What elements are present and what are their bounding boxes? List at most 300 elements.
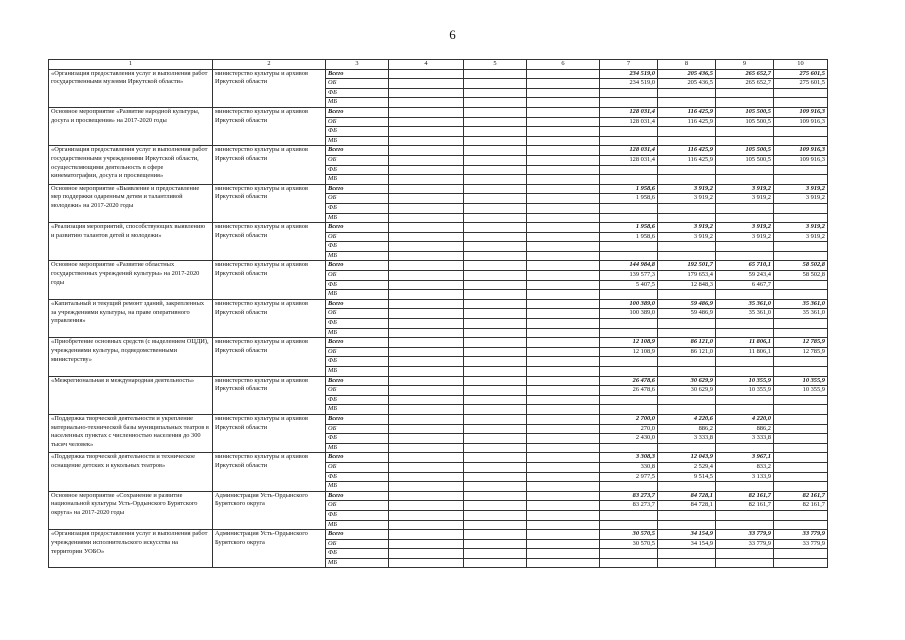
empty-cell [527, 347, 600, 357]
amount-cell: 109 916,3 [774, 107, 828, 117]
amount-cell: 82 161,7 [716, 501, 774, 511]
activity-name-cell: «Межрегиональная и международная деятельность» [49, 376, 213, 414]
empty-cell [527, 395, 600, 405]
amount-cell [774, 395, 828, 405]
empty-cell [464, 395, 527, 405]
empty-cell [527, 213, 600, 223]
column-number: 8 [658, 60, 716, 70]
amount-cell [600, 175, 658, 185]
table-row [49, 223, 828, 233]
empty-cell [527, 549, 600, 559]
amount-cell [600, 395, 658, 405]
amount-cell [600, 558, 658, 568]
empty-cell [389, 271, 464, 281]
empty-cell [527, 367, 600, 377]
empty-cell [464, 367, 527, 377]
funding-source-cell: МБ [326, 520, 389, 530]
empty-cell [527, 223, 600, 233]
empty-cell [464, 88, 527, 98]
amount-cell [600, 482, 658, 492]
amount-cell [774, 88, 828, 98]
funding-source-cell: ФБ [326, 127, 389, 137]
amount-cell: 33 779,9 [774, 539, 828, 549]
amount-cell [600, 510, 658, 520]
amount-cell [774, 357, 828, 367]
amount-cell [774, 472, 828, 482]
amount-cell [658, 319, 716, 329]
amount-cell: 3 919,2 [716, 232, 774, 242]
amount-cell: 35 361,0 [774, 299, 828, 309]
empty-cell [464, 98, 527, 108]
table-row [49, 261, 828, 271]
funding-source-cell: ФБ [326, 434, 389, 444]
table-row [49, 453, 828, 463]
amount-cell: 3 919,2 [774, 223, 828, 233]
amount-cell: 128 031,4 [600, 117, 658, 127]
empty-cell [464, 290, 527, 300]
responsible-executor-cell: министерство культуры и архивов Иркутской области [213, 299, 326, 337]
funding-source-cell: ОБ [326, 309, 389, 319]
empty-cell [527, 98, 600, 108]
amount-cell: 34 154,9 [658, 539, 716, 549]
amount-cell [716, 242, 774, 252]
page-number: 6 [449, 27, 456, 42]
amount-cell [658, 203, 716, 213]
funding-source-cell: ОБ [326, 232, 389, 242]
empty-cell [464, 510, 527, 520]
amount-cell [600, 319, 658, 329]
activity-name-cell: «Организация предоставления услуг и выполнения работ государственными музеями Иркутской области» [49, 69, 213, 107]
amount-cell: 105 500,5 [716, 146, 774, 156]
funding-source-cell: Всего [326, 376, 389, 386]
empty-cell [527, 203, 600, 213]
amount-cell [600, 405, 658, 415]
empty-cell [464, 261, 527, 271]
empty-cell [527, 232, 600, 242]
amount-cell: 59 486,9 [658, 299, 716, 309]
responsible-executor-cell: министерство культуры и архивов Иркутской области [213, 223, 326, 261]
amount-cell: 9 514,5 [658, 472, 716, 482]
amount-cell [600, 242, 658, 252]
amount-cell [774, 367, 828, 377]
amount-cell: 4 220,6 [658, 414, 716, 424]
amount-cell [716, 549, 774, 559]
responsible-executor-cell: министерство культуры и архивов Иркутской области [213, 414, 326, 452]
amount-cell: 3 919,2 [658, 194, 716, 204]
amount-cell [600, 165, 658, 175]
amount-cell [716, 88, 774, 98]
empty-cell [389, 510, 464, 520]
empty-cell [389, 434, 464, 444]
empty-cell [464, 482, 527, 492]
empty-cell [464, 203, 527, 213]
amount-cell [774, 558, 828, 568]
empty-cell [389, 242, 464, 252]
empty-cell [527, 194, 600, 204]
column-number-row [49, 60, 828, 70]
amount-cell [658, 98, 716, 108]
empty-cell [389, 405, 464, 415]
amount-cell: 3 919,2 [658, 232, 716, 242]
amount-cell: 12 108,9 [600, 338, 658, 348]
empty-cell [527, 146, 600, 156]
amount-cell: 275 601,5 [774, 79, 828, 89]
responsible-executor-cell: министерство культуры и архивов Иркутской области [213, 376, 326, 414]
amount-cell [716, 290, 774, 300]
empty-cell [389, 338, 464, 348]
empty-cell [527, 462, 600, 472]
amount-cell [658, 165, 716, 175]
amount-cell [774, 175, 828, 185]
activity-name-cell: Основное мероприятие «Выявление и предоставление мер поддержки одаренным детям и талантливой молодежи» на 2017-2020 годы [49, 184, 213, 222]
empty-cell [527, 69, 600, 79]
amount-cell [658, 242, 716, 252]
empty-cell [464, 175, 527, 185]
empty-cell [389, 203, 464, 213]
empty-cell [464, 242, 527, 252]
empty-cell [527, 184, 600, 194]
amount-cell [716, 136, 774, 146]
amount-cell [658, 328, 716, 338]
empty-cell [464, 549, 527, 559]
table-row [49, 530, 828, 540]
empty-cell [389, 328, 464, 338]
funding-source-cell: ОБ [326, 271, 389, 281]
empty-cell [527, 482, 600, 492]
funding-source-cell: Всего [326, 299, 389, 309]
empty-cell [389, 395, 464, 405]
empty-cell [464, 107, 527, 117]
funding-source-cell: МБ [326, 367, 389, 377]
amount-cell: 34 154,9 [658, 530, 716, 540]
amount-cell: 116 425,9 [658, 146, 716, 156]
amount-cell [716, 405, 774, 415]
funding-source-cell: ФБ [326, 88, 389, 98]
amount-cell [716, 251, 774, 261]
amount-cell: 100 389,0 [600, 299, 658, 309]
amount-cell [600, 367, 658, 377]
amount-cell: 2 977,5 [600, 472, 658, 482]
amount-cell: 205 436,5 [658, 79, 716, 89]
empty-cell [527, 299, 600, 309]
amount-cell: 3 919,2 [716, 223, 774, 233]
empty-cell [464, 271, 527, 281]
empty-cell [527, 510, 600, 520]
amount-cell: 58 502,8 [774, 271, 828, 281]
amount-cell [774, 203, 828, 213]
empty-cell [464, 319, 527, 329]
empty-cell [389, 127, 464, 137]
amount-cell: 109 916,3 [774, 117, 828, 127]
empty-cell [389, 165, 464, 175]
empty-cell [464, 539, 527, 549]
funding-source-cell: ОБ [326, 501, 389, 511]
funding-source-cell: МБ [326, 251, 389, 261]
empty-cell [527, 520, 600, 530]
amount-cell [658, 549, 716, 559]
amount-cell [716, 367, 774, 377]
empty-cell [527, 271, 600, 281]
table-row [49, 69, 828, 79]
amount-cell: 105 500,5 [716, 155, 774, 165]
empty-cell [389, 290, 464, 300]
amount-cell: 270,0 [600, 424, 658, 434]
empty-cell [527, 309, 600, 319]
funding-source-cell: ФБ [326, 280, 389, 290]
amount-cell: 35 361,0 [716, 299, 774, 309]
responsible-executor-cell: министерство культуры и архивов Иркутской области [213, 184, 326, 222]
empty-cell [389, 175, 464, 185]
funding-source-cell: ОБ [326, 386, 389, 396]
funding-source-cell: Всего [326, 414, 389, 424]
empty-cell [389, 232, 464, 242]
funding-source-cell: МБ [326, 482, 389, 492]
funding-source-cell: ФБ [326, 549, 389, 559]
funding-source-cell: ФБ [326, 395, 389, 405]
funding-source-cell: Всего [326, 261, 389, 271]
empty-cell [389, 299, 464, 309]
amount-cell: 12 848,3 [658, 280, 716, 290]
amount-cell: 330,8 [600, 462, 658, 472]
activity-name-cell: Основное мероприятие «Сохранение и развитие национальной культуры Усть-Ордынского Бурятского округа» на 2017-2020 годы [49, 491, 213, 529]
column-number: 1 [49, 60, 213, 70]
funding-source-cell: Всего [326, 184, 389, 194]
empty-cell [464, 530, 527, 540]
empty-cell [389, 146, 464, 156]
amount-cell: 144 984,8 [600, 261, 658, 271]
amount-cell: 2 430,0 [600, 434, 658, 444]
activity-name-cell: «Капитальный и текущий ремонт зданий, закрепленных за учреждениями культуры, на праве оперативного управления» [49, 299, 213, 337]
empty-cell [464, 453, 527, 463]
amount-cell: 1 958,6 [600, 184, 658, 194]
empty-cell [527, 319, 600, 329]
amount-cell: 33 779,9 [774, 530, 828, 540]
empty-cell [389, 443, 464, 453]
amount-cell: 30 570,5 [600, 539, 658, 549]
amount-cell [774, 290, 828, 300]
empty-cell [464, 338, 527, 348]
empty-cell [389, 69, 464, 79]
amount-cell [774, 405, 828, 415]
amount-cell: 116 425,9 [658, 117, 716, 127]
amount-cell: 3 919,2 [774, 184, 828, 194]
amount-cell: 139 577,3 [600, 271, 658, 281]
empty-cell [527, 136, 600, 146]
amount-cell: 10 355,9 [716, 376, 774, 386]
amount-cell: 100 389,0 [600, 309, 658, 319]
amount-cell [658, 251, 716, 261]
empty-cell [464, 520, 527, 530]
amount-cell: 3 919,2 [716, 194, 774, 204]
amount-cell [716, 203, 774, 213]
empty-cell [389, 520, 464, 530]
amount-cell: 59 486,9 [658, 309, 716, 319]
amount-cell: 265 652,7 [716, 69, 774, 79]
empty-cell [389, 136, 464, 146]
empty-cell [527, 107, 600, 117]
amount-cell [774, 165, 828, 175]
amount-cell: 82 161,7 [774, 501, 828, 511]
empty-cell [464, 347, 527, 357]
empty-cell [464, 443, 527, 453]
activity-name-cell: «Организация предоставления услуг и выполнения работ учреждениями исполнительского искусства на территории УОБО» [49, 530, 213, 568]
amount-cell: 128 031,4 [600, 107, 658, 117]
funding-source-cell: МБ [326, 98, 389, 108]
funding-source-cell: Всего [326, 530, 389, 540]
funding-source-cell: ОБ [326, 539, 389, 549]
empty-cell [389, 462, 464, 472]
column-number: 6 [527, 60, 600, 70]
empty-cell [389, 376, 464, 386]
amount-cell: 275 601,5 [774, 69, 828, 79]
amount-cell [774, 414, 828, 424]
amount-cell [716, 213, 774, 223]
amount-cell: 234 519,0 [600, 69, 658, 79]
empty-cell [527, 376, 600, 386]
empty-cell [464, 309, 527, 319]
funding-source-cell: Всего [326, 223, 389, 233]
amount-cell [658, 558, 716, 568]
amount-cell [658, 127, 716, 137]
amount-cell [658, 213, 716, 223]
amount-cell [774, 453, 828, 463]
amount-cell: 3 919,2 [774, 194, 828, 204]
empty-cell [527, 424, 600, 434]
column-number: 2 [213, 60, 326, 70]
amount-cell: 11 806,1 [716, 347, 774, 357]
amount-cell [716, 558, 774, 568]
amount-cell: 33 779,9 [716, 539, 774, 549]
amount-cell [774, 462, 828, 472]
empty-cell [389, 530, 464, 540]
funding-source-cell: МБ [326, 443, 389, 453]
amount-cell: 10 355,9 [716, 386, 774, 396]
amount-cell: 26 478,6 [600, 376, 658, 386]
amount-cell [658, 367, 716, 377]
amount-cell: 3 919,2 [716, 184, 774, 194]
table-row [49, 107, 828, 117]
amount-cell [774, 424, 828, 434]
amount-cell: 86 121,0 [658, 338, 716, 348]
amount-cell: 3 919,2 [774, 232, 828, 242]
activity-name-cell: «Организация предоставления услуг и выполнения работ государственными учреждениями Иркутской области, осуществляющими деятельность в сфере кинематографии, досуга и просвещения» [49, 146, 213, 184]
amount-cell: 3 308,3 [600, 453, 658, 463]
amount-cell [716, 127, 774, 137]
amount-cell: 109 916,3 [774, 146, 828, 156]
activity-name-cell: «Поддержка творческой деятельности и техническое оснащение детских и кукольных театров» [49, 453, 213, 491]
amount-cell [658, 520, 716, 530]
amount-cell [658, 443, 716, 453]
funding-source-cell: ОБ [326, 155, 389, 165]
amount-cell: 2 529,4 [658, 462, 716, 472]
amount-cell [716, 165, 774, 175]
empty-cell [464, 434, 527, 444]
funding-source-cell: ОБ [326, 347, 389, 357]
activity-name-cell: Основное мероприятие «Развитие народной культуры, досуга и просвещения» на 2017-2020 годы [49, 107, 213, 145]
empty-cell [527, 357, 600, 367]
amount-cell: 35 361,0 [774, 309, 828, 319]
empty-cell [389, 367, 464, 377]
responsible-executor-cell: министерство культуры и архивов Иркутской области [213, 107, 326, 145]
amount-cell: 3 333,8 [658, 434, 716, 444]
amount-cell [600, 549, 658, 559]
empty-cell [527, 290, 600, 300]
amount-cell: 84 728,1 [658, 501, 716, 511]
amount-cell [774, 251, 828, 261]
table-row [49, 491, 828, 501]
amount-cell: 234 519,0 [600, 79, 658, 89]
empty-cell [389, 558, 464, 568]
amount-cell [774, 280, 828, 290]
amount-cell [600, 251, 658, 261]
amount-cell [600, 98, 658, 108]
amount-cell: 83 273,7 [600, 491, 658, 501]
amount-cell: 116 425,9 [658, 155, 716, 165]
responsible-executor-cell: Администрация Усть-Ордынского Бурятского округа [213, 491, 326, 529]
empty-cell [389, 549, 464, 559]
empty-cell [464, 146, 527, 156]
empty-cell [389, 347, 464, 357]
amount-cell [716, 319, 774, 329]
empty-cell [389, 98, 464, 108]
empty-cell [527, 175, 600, 185]
amount-cell: 833,2 [716, 462, 774, 472]
amount-cell [600, 127, 658, 137]
empty-cell [389, 213, 464, 223]
amount-cell [716, 395, 774, 405]
funding-source-cell: ФБ [326, 242, 389, 252]
empty-cell [464, 213, 527, 223]
empty-cell [389, 309, 464, 319]
empty-cell [464, 155, 527, 165]
funding-source-cell: Всего [326, 69, 389, 79]
empty-cell [464, 405, 527, 415]
amount-cell [658, 136, 716, 146]
funding-source-cell: МБ [326, 175, 389, 185]
empty-cell [389, 280, 464, 290]
empty-cell [389, 482, 464, 492]
amount-cell [774, 434, 828, 444]
budget-table [48, 59, 828, 568]
funding-source-cell: Всего [326, 491, 389, 501]
funding-source-cell: ОБ [326, 462, 389, 472]
empty-cell [527, 501, 600, 511]
empty-cell [464, 280, 527, 290]
amount-cell [658, 290, 716, 300]
amount-cell: 5 407,5 [600, 280, 658, 290]
responsible-executor-cell: министерство культуры и архивов Иркутской области [213, 261, 326, 299]
funding-source-cell: ФБ [326, 203, 389, 213]
funding-source-cell: ОБ [326, 194, 389, 204]
empty-cell [464, 79, 527, 89]
amount-cell [774, 127, 828, 137]
table-row [49, 414, 828, 424]
amount-cell [600, 357, 658, 367]
empty-cell [389, 88, 464, 98]
amount-cell: 3 919,2 [658, 184, 716, 194]
amount-cell: 26 478,6 [600, 386, 658, 396]
amount-cell: 192 501,7 [658, 261, 716, 271]
empty-cell [389, 424, 464, 434]
empty-cell [464, 501, 527, 511]
amount-cell: 12 785,9 [774, 338, 828, 348]
empty-cell [527, 386, 600, 396]
amount-cell [716, 328, 774, 338]
empty-cell [527, 165, 600, 175]
amount-cell: 205 436,5 [658, 69, 716, 79]
amount-cell [716, 98, 774, 108]
empty-cell [464, 376, 527, 386]
